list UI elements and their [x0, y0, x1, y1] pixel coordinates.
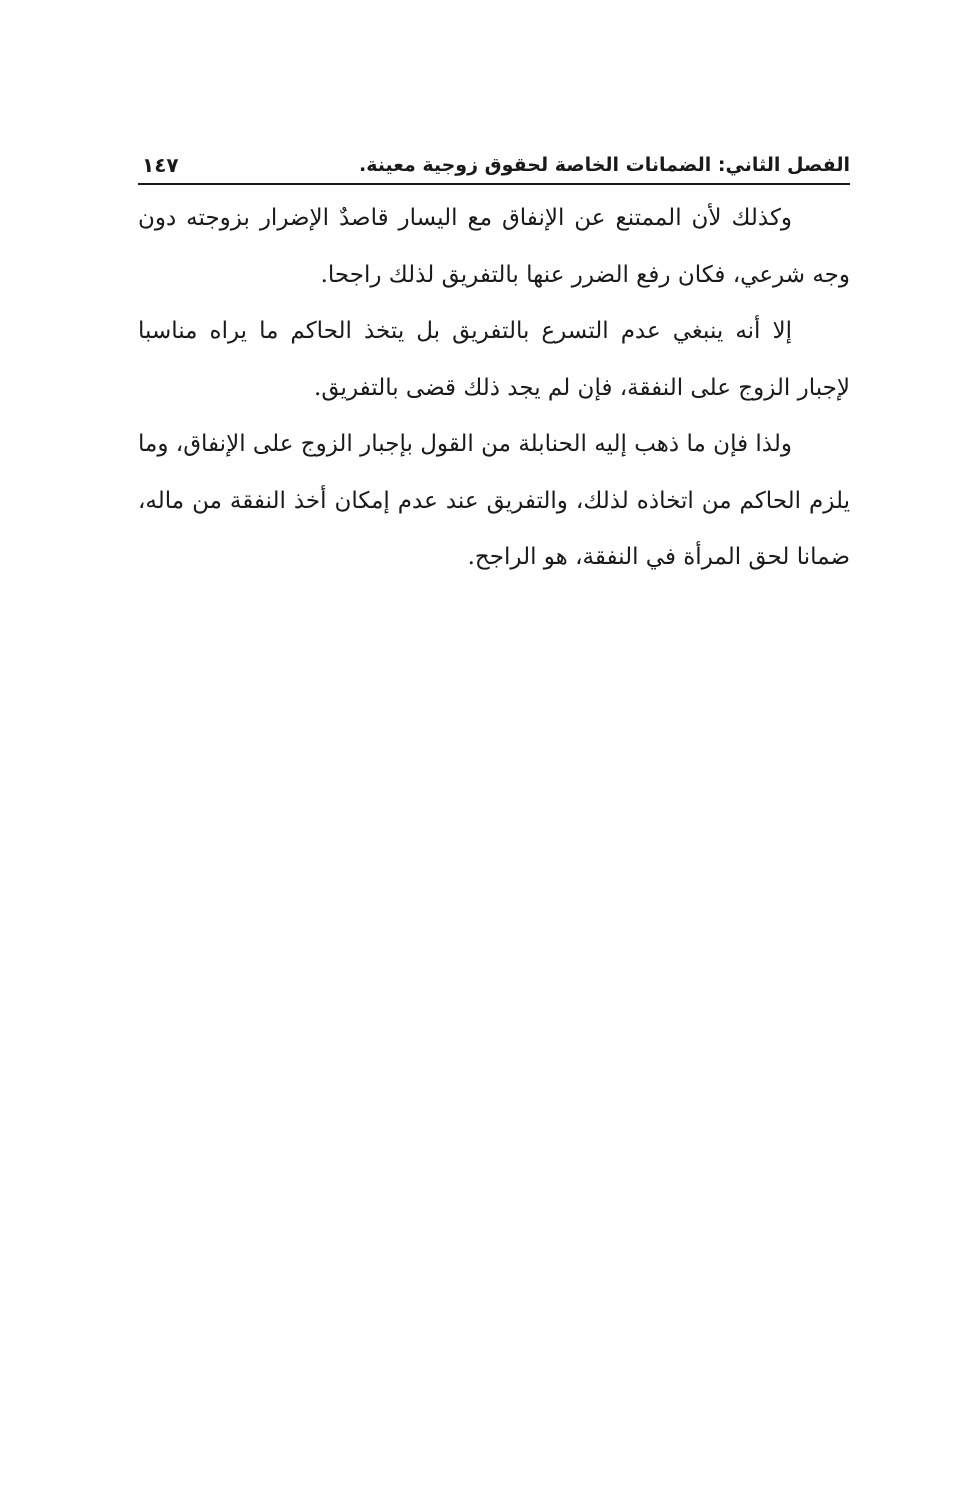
chapter-title: الفصل الثاني: الضمانات الخاصة لحقوق زوجية معينة. — [358, 154, 850, 176]
header-rule — [138, 183, 850, 185]
paragraph: ولذا فإن ما ذهب إليه الحنابلة من القول بإجبار الزوج على الإنفاق، وما يلزم الحاكم من اتخاذه لذلك، والتفريق عند عدم إمكان أخذ النفقة من ماله، ضمانا لحق المرأة في النفقة، هو الراجح. — [138, 431, 850, 570]
paragraph: وكذلك لأن الممتنع عن الإنفاق مع اليسار قاصدٌ الإضرار بزوجته دون وجه شرعي، فكان رفع الضرر عنها بالتفريق لذلك راجحا. — [138, 205, 850, 288]
body-text — [138, 190, 850, 586]
paragraph: إلا أنه ينبغي عدم التسرع بالتفريق بل يتخذ الحاكم ما يراه مناسبا لإجبار الزوج على النفقة، فإن لم يجد ذلك قضى بالتفريق. — [138, 318, 850, 401]
running-header — [138, 148, 850, 182]
page-number: ١٤٧ — [142, 153, 179, 177]
